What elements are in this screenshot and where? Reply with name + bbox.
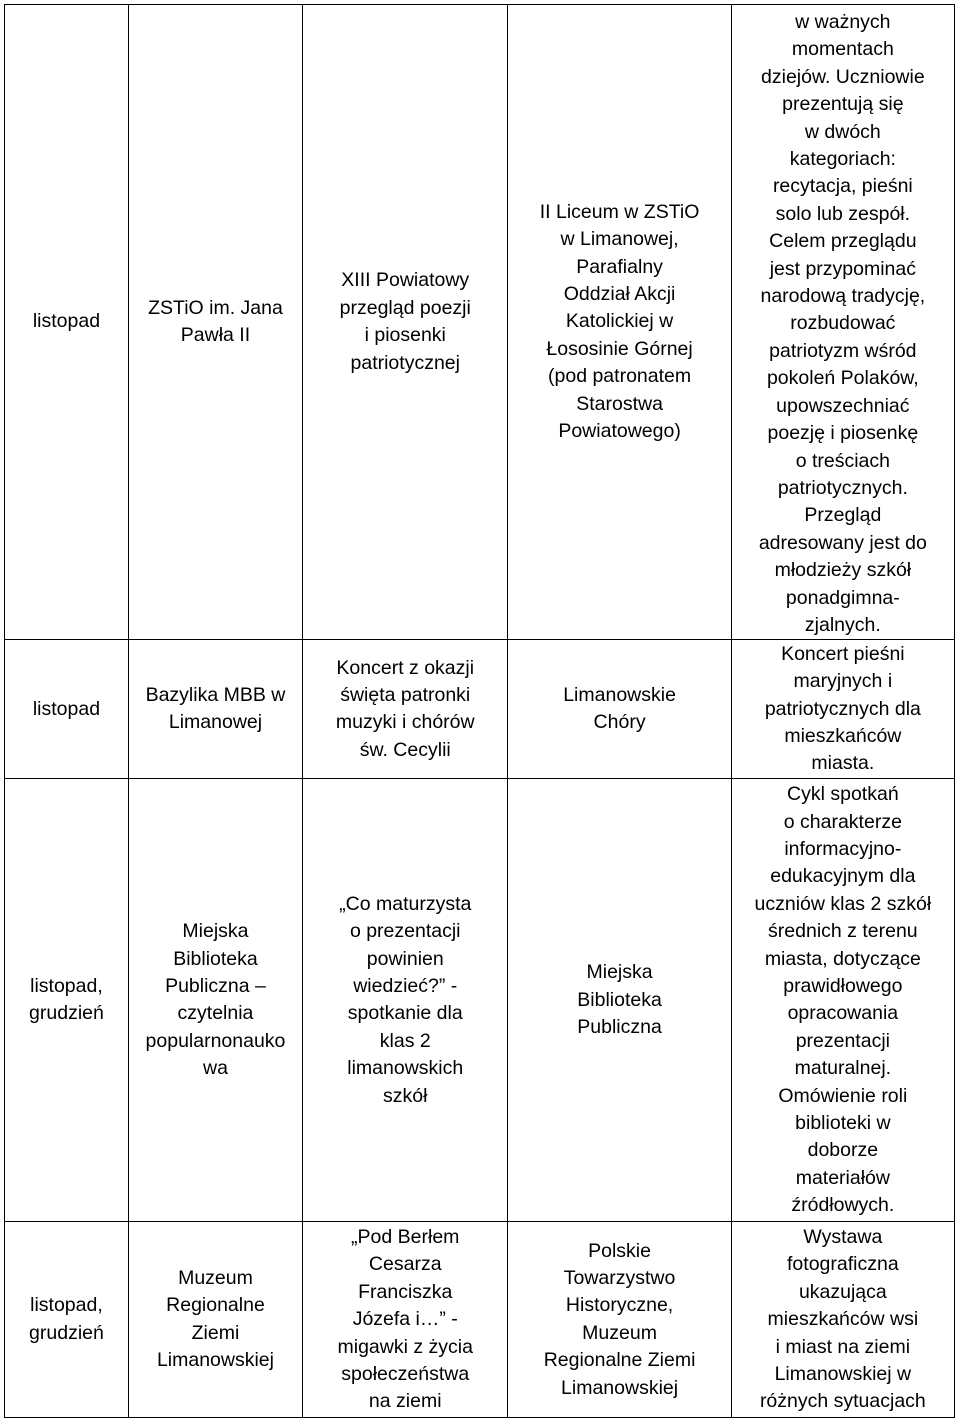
partners-text: Limanowskie Chóry [563,683,676,734]
date-text: listopad [32,310,101,333]
organizer-text: Miejska Biblioteka Publiczna – czytelnia popularnonauko wa [145,920,286,1080]
event-text: Koncert z okazji święta patronki muzyki i chórów św. Cecylii [335,656,475,761]
event-text: XIII Powiatowy przegląd poezji i piosenki patriotycznej [339,269,471,374]
partners-text: Miejska Biblioteka Publiczna [577,961,662,1039]
description-text: Cykl spotkań o charakterze informacyjno- edukacyjnym dla uczniów klas 2 szkół średnich z terenu miasta, dotyczące prawidłowego opracowania prezentacji maturalnej. Omówienie roli biblioteki w doborze materiałów źródłowych. [754,783,932,1217]
event-text: „Co maturzysta o prezentacji powinien wiedzieć?” - spotkanie dla klas 2 limanowskich szkół [339,892,472,1107]
description-cell [731,5,954,640]
table-row [5,5,955,640]
partners-cell [508,779,731,1222]
organizer-cell [128,1222,302,1418]
organizer-cell [128,779,302,1222]
table-row [5,1222,955,1418]
table-row [5,779,955,1222]
organizer-cell [128,640,302,779]
organizer-text: Muzeum Regionalne Ziemi Limanowskiej [156,1267,274,1372]
event-cell [303,1222,508,1418]
partners-cell [508,640,731,779]
date-cell [5,5,129,640]
description-text: Wystawa fotograficzna ukazująca mieszkańców wsi i miast na ziemi Limanowskiej w różnych sytuacjach [759,1225,926,1413]
organizer-text: Bazylika MBB w Limanowej [145,683,286,734]
date-text: listopad, grudzień [29,1294,104,1344]
partners-text: II Liceum w ZSTiO w Limanowej, Parafialny Oddział Akcji Katolickiej w Łososinie Górnej (pod patronatem Starostwa Powiatowego) [539,200,700,443]
description-text: w ważnych momentach dziejów. Uczniowie prezentują się w dwóch kategoriach: recytacja, pieśni solo lub zespół. Celem przeglądu jest przypominać narodową tradycję, rozbudować patriotyzm wśród pokoleń Polaków, upowszechniać poezję i piosenkę o treściach patriotycznych. Przegląd adresowany jest do młodzieży szkół ponadgimna- zjalnych. [758,11,927,636]
date-cell [5,779,129,1222]
description-text: Koncert pieśni maryjnych i patriotycznych dla mieszkańców miasta. [764,642,921,775]
date-text: listopad, grudzień [29,974,104,1025]
date-cell [5,640,129,779]
description-cell [731,1222,954,1418]
event-cell [303,5,508,640]
partners-cell [508,5,731,640]
event-cell [303,640,508,779]
partners-cell [508,1222,731,1418]
organizer-text: ZSTiO im. Jana Pawła II [148,296,283,347]
description-cell [731,779,954,1222]
date-text: listopad [32,697,101,720]
events-table [4,4,955,1418]
date-cell [5,1222,129,1418]
partners-text: Polskie Towarzystwo Historyczne, Muzeum Regionalne Ziemi Limanowskiej [543,1239,696,1399]
description-cell [731,640,954,779]
organizer-cell [128,5,302,640]
event-text: „Pod Berłem Cesarza Franciszka Józefa i…” - migawki z życia społeczeństwa na ziemi [337,1225,473,1413]
table-row [5,640,955,779]
event-cell [303,779,508,1222]
